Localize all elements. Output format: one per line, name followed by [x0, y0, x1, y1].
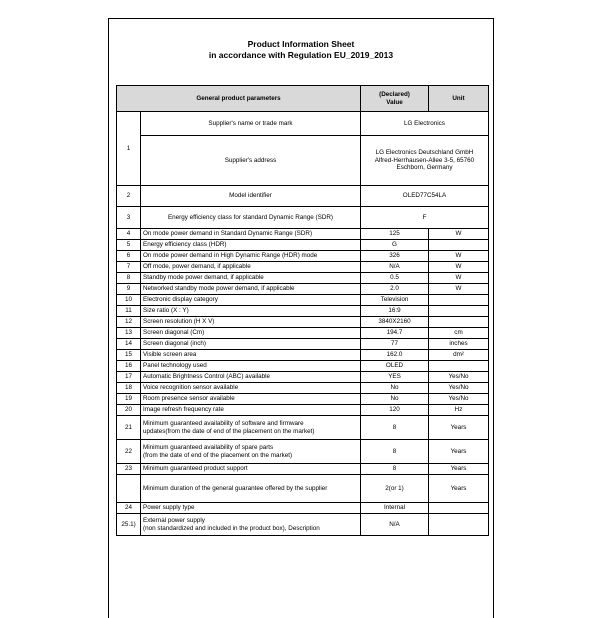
row-label: Size ratio (X : Y) [141, 306, 361, 317]
row-label: Automatic Brightness Control (ABC) available [141, 372, 361, 383]
row-unit [429, 361, 489, 372]
model-identifier-label: Model identifier [141, 186, 361, 207]
row-number: 9 [117, 284, 141, 295]
spare-parts-value: 8 [361, 440, 429, 464]
power-supply-type-label: Power supply type [141, 503, 361, 514]
table-row [117, 350, 489, 361]
table-row-23 [117, 464, 489, 475]
software-updates-line2: updates(from the date of end of the placement on the market) [143, 427, 315, 435]
row-value: Television [361, 295, 429, 306]
sdr-energy-class-value: F [361, 207, 489, 229]
header-declared-line2: Value [386, 98, 403, 106]
power-supply-type-value: Internal [361, 503, 429, 514]
table-row [117, 295, 489, 306]
row-value: 2.0 [361, 284, 429, 295]
table-header-row [117, 86, 489, 112]
table-row-3 [117, 207, 489, 229]
row-label: Room presence sensor available [141, 394, 361, 405]
product-support-value: 8 [361, 464, 429, 475]
row-number: 5 [117, 240, 141, 251]
row-number-empty [117, 475, 141, 503]
row-number: 13 [117, 328, 141, 339]
row-number: 10 [117, 295, 141, 306]
external-power-supply-value: N/A [361, 514, 429, 536]
row-number: 16 [117, 361, 141, 372]
row-value: 120 [361, 405, 429, 416]
row-number: 23 [117, 464, 141, 475]
row-unit: W [429, 251, 489, 262]
row-number: 17 [117, 372, 141, 383]
table-row-24 [117, 503, 489, 514]
row-number: 4 [117, 229, 141, 240]
row-label: Panel technology used [141, 361, 361, 372]
table-row [117, 284, 489, 295]
power-supply-type-unit [429, 503, 489, 514]
table-row-2 [117, 186, 489, 207]
row-unit: W [429, 284, 489, 295]
external-power-supply-line2: (non standardized and included in the product box), Description [143, 524, 320, 532]
sheet-title [109, 39, 493, 61]
guarantee-value: 2(or 1) [361, 475, 429, 503]
row-number: 14 [117, 339, 141, 350]
sdr-energy-class-label: Energy efficiency class for standard Dynamic Range (SDR) [141, 207, 361, 229]
row-unit: Yes/No [429, 394, 489, 405]
row-label: Voice recognition sensor available [141, 383, 361, 394]
row-number: 22 [117, 440, 141, 464]
row-unit: cm [429, 328, 489, 339]
row-value: 194.7 [361, 328, 429, 339]
row-value: YES [361, 372, 429, 383]
row-number: 24 [117, 503, 141, 514]
software-updates-line1: Minimum guaranteed availability of software and firmware [143, 420, 304, 428]
table-row [117, 361, 489, 372]
row-number: 1 [117, 112, 141, 186]
row-number: 3 [117, 207, 141, 229]
row-value: OLED [361, 361, 429, 372]
sheet-title-line1: Product Information Sheet [247, 39, 355, 49]
table-row [117, 339, 489, 350]
row-number: 25.1) [117, 514, 141, 536]
row-label: Energy efficiency class (HDR) [141, 240, 361, 251]
supplier-address-value [361, 136, 489, 186]
table-row [117, 273, 489, 284]
row-number: 11 [117, 306, 141, 317]
address-line3: Eschborn, Germany [396, 164, 453, 172]
external-power-supply-label [141, 514, 361, 536]
spare-parts-unit: Years [429, 440, 489, 464]
supplier-name-value: LG Electronics [361, 112, 489, 136]
row-label: Networked standby mode power demand, if applicable [141, 284, 361, 295]
row-number: 7 [117, 262, 141, 273]
row-label: Image refresh frequency rate [141, 405, 361, 416]
row-value: 77 [361, 339, 429, 350]
supplier-name-label: Supplier's name or trade mark [141, 112, 361, 136]
software-updates-unit: Years [429, 416, 489, 440]
table-row [117, 317, 489, 328]
row-unit [429, 306, 489, 317]
row-unit: W [429, 273, 489, 284]
external-power-supply-unit [429, 514, 489, 536]
row-number: 8 [117, 273, 141, 284]
row-unit: Yes/No [429, 383, 489, 394]
row-value: 326 [361, 251, 429, 262]
table-row [117, 229, 489, 240]
table-row [117, 262, 489, 273]
row-number: 20 [117, 405, 141, 416]
model-identifier-value: OLED77C54LA [361, 186, 489, 207]
product-support-unit: Years [429, 464, 489, 475]
row-label: Electronic display category [141, 295, 361, 306]
row-label: Standby mode power demand, if applicable [141, 273, 361, 284]
header-declared-line1: (Declared) [379, 91, 410, 99]
row-unit: Yes/No [429, 372, 489, 383]
row-number: 15 [117, 350, 141, 361]
external-power-supply-line1: External power supply [143, 517, 205, 525]
row-label: Visible screen area [141, 350, 361, 361]
row-unit: inches [429, 339, 489, 350]
software-updates-label [141, 416, 361, 440]
row-unit [429, 240, 489, 251]
table-row-1b [117, 136, 489, 186]
row-number: 21 [117, 416, 141, 440]
spare-parts-line1: Minimum guaranteed availability of spare parts [143, 444, 274, 452]
spare-parts-line2: (from the date of end of the placement on the market) [143, 451, 293, 459]
product-information-sheet [108, 18, 494, 618]
row-value: 162.0 [361, 350, 429, 361]
row-number: 18 [117, 383, 141, 394]
row-unit [429, 317, 489, 328]
row-number: 19 [117, 394, 141, 405]
table-row [117, 328, 489, 339]
address-line1: LG Electronics Deutschland GmbH [375, 149, 474, 157]
table-row [117, 383, 489, 394]
guarantee-unit: Years [429, 475, 489, 503]
header-parameters: General product parameters [117, 86, 361, 112]
row-unit: dm² [429, 350, 489, 361]
row-value: 0.5 [361, 273, 429, 284]
row-label: Screen diagonal (inch) [141, 339, 361, 350]
row-unit: W [429, 229, 489, 240]
row-unit: Hz [429, 405, 489, 416]
table-row-22 [117, 440, 489, 464]
address-line2: Alfred-Herrhausen-Allee 3-5, 65760 [374, 156, 475, 164]
header-unit: Unit [429, 86, 489, 112]
row-label: Screen diagonal (Cm) [141, 328, 361, 339]
table-row [117, 405, 489, 416]
row-number: 2 [117, 186, 141, 207]
supplier-address-label: Supplier's address [141, 136, 361, 186]
software-updates-value: 8 [361, 416, 429, 440]
table-row-guarantee [117, 475, 489, 503]
table-row [117, 372, 489, 383]
row-unit [429, 295, 489, 306]
row-label: On mode power demand in High Dynamic Range (HDR) mode [141, 251, 361, 262]
table-row-1a [117, 112, 489, 136]
sheet-title-line2: in accordance with Regulation EU_2019_2013 [208, 50, 394, 60]
row-value: 16:9 [361, 306, 429, 317]
row-label: Screen resolution (H X V) [141, 317, 361, 328]
row-number: 12 [117, 317, 141, 328]
guarantee-label: Minimum duration of the general guarantee offered by the supplier [141, 475, 361, 503]
row-label: Off mode, power demand, if applicable [141, 262, 361, 273]
row-label: On mode power demand in Standard Dynamic Range (SDR) [141, 229, 361, 240]
row-value: No [361, 383, 429, 394]
table-row [117, 240, 489, 251]
row-value: 3840X2160 [361, 317, 429, 328]
row-number: 6 [117, 251, 141, 262]
spare-parts-label [141, 440, 361, 464]
product-support-label: Minimum guaranteed product support [141, 464, 361, 475]
table-row [117, 394, 489, 405]
row-value: No [361, 394, 429, 405]
table-row [117, 306, 489, 317]
row-unit: W [429, 262, 489, 273]
table-row [117, 251, 489, 262]
header-declared-value [361, 86, 429, 112]
table-row-21 [117, 416, 489, 440]
table-row-25 [117, 514, 489, 536]
parameters-table [116, 85, 489, 536]
row-value: G [361, 240, 429, 251]
row-value: 125 [361, 229, 429, 240]
row-value: N/A [361, 262, 429, 273]
